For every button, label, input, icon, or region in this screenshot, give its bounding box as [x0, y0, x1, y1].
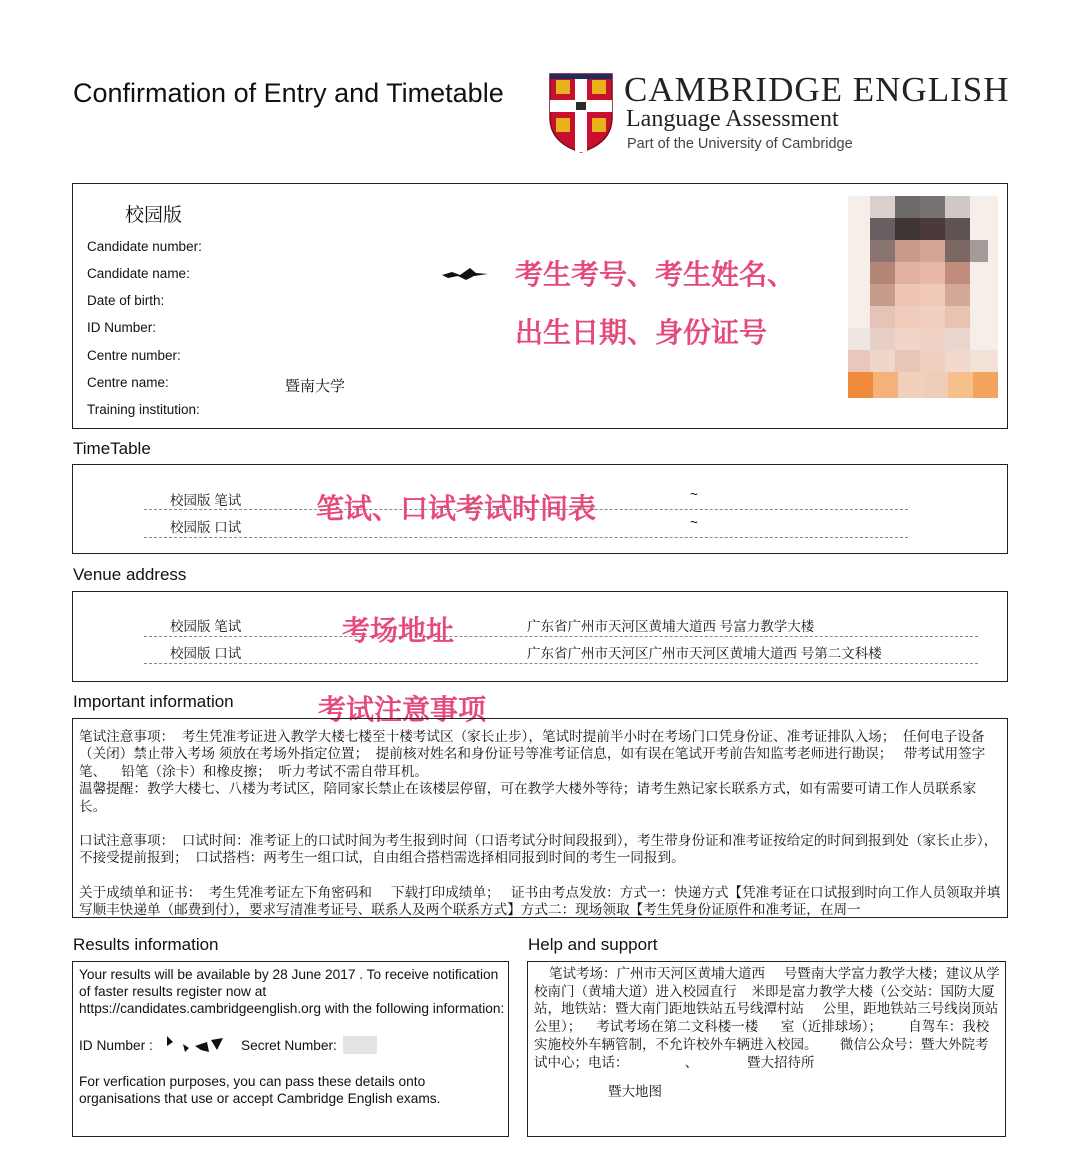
document-title: Confirmation of Entry and Timetable: [73, 78, 504, 108]
redaction-mark: [440, 264, 490, 282]
timetable-row-label: 校园版 笔试: [170, 493, 242, 508]
edition-label: 校园版: [125, 205, 183, 226]
results-footer: For verfication purposes, you can pass these details onto organisations that use or accept Cambridge English exams.: [79, 1074, 441, 1106]
secret-number-label: Secret Number:: [241, 1038, 337, 1053]
important-heading: Important information: [73, 692, 234, 711]
written-exam-notes: 笔试注意事项： 考生凭准考证进入教学大楼七楼至十楼考试区（家长止步），笔试时提前半小时在考场门口凭身份证、准考证排队入场； 任何电子设备（关闭）禁止带入考场 须放在考场外指定位置； 提前核对姓名和身份证号等准考证信息，如有误在笔试开考前告知监考老师进行勘误； 带考试用签字笔、 铅笔（涂卡）和橡皮擦； 听力考试不需自带耳机。: [79, 729, 986, 779]
centre-name-value: 暨南大学: [285, 378, 346, 395]
results-heading: Results information: [73, 935, 219, 954]
help-body: 笔试考场：广州市天河区黄埔大道西 号暨南大学富力教学大楼；建议从学校南门（黄埔大道）进入校园直行 米即是富力教学大楼（公交站：国防大厦站，地铁站：暨大南门距地铁站五号线潭村站 公里，距地铁站三号线岗顶站 公里）； 考试考场在第二文科楼一楼 室（近排球场）； 自驾车：我校实施校外车辆管制，不允许校外车辆进入校园。 微信公众号：暨大外院考试中心；电话： 、 暨大招待所: [534, 966, 1018, 1070]
centre-number-label: Centre number:: [87, 348, 181, 363]
centre-name-label: Centre name:: [87, 375, 169, 390]
id-number-label: ID Number :: [79, 1038, 153, 1053]
annotation-important: 考试注意事项: [318, 693, 487, 726]
candidate-photo-blurred: [848, 196, 998, 398]
timetable-row-label: 校园版 口试: [170, 520, 242, 535]
date-of-birth-label: Date of birth:: [87, 293, 165, 308]
annotation-candidate-line2: 出生日期、身份证号: [515, 316, 768, 349]
cambridge-crest-logo: [548, 72, 614, 154]
row-divider: [144, 537, 908, 538]
candidate-name-label: Candidate name:: [87, 266, 190, 281]
redaction-mark: [163, 1032, 233, 1056]
venue-row-address: 广东省广州市天河区黄埔大道西 号富力教学大楼: [527, 619, 815, 634]
row-divider: [144, 636, 978, 637]
important-info-box: [72, 718, 1008, 918]
venue-row-label: 校园版 笔试: [170, 619, 242, 634]
candidate-number-label: Candidate number:: [87, 239, 202, 254]
credentials-line: [79, 1017, 505, 1057]
brand-subtitle: Language Assessment: [626, 106, 839, 132]
annotation-timetable: 笔试、口试考试时间表: [316, 492, 597, 525]
help-box: [527, 961, 1018, 1137]
help-heading: Help and support: [528, 935, 658, 954]
results-box: [72, 961, 509, 1137]
annotation-venue: 考场地址: [342, 614, 455, 647]
timetable-row-time: ~: [690, 487, 698, 502]
campus-map-link[interactable]: 暨大地图: [608, 1084, 662, 1100]
timetable-row-time: ~: [690, 515, 698, 530]
timetable-heading: TimeTable: [73, 439, 151, 458]
id-number-label: ID Number:: [87, 320, 157, 335]
venue-heading: Venue address: [73, 565, 187, 584]
results-certificate-notes: 关于成绩单和证书： 考生凭准考证左下角密码和 下载打印成绩单； 证书由考点发放：方式一：快递方式【凭准考证在口试报到时向工作人员领取并填写顺丰快递单（邮费到付），要求写清准考证号、联系人及两个联系方式】方式二：现场领取【考生凭身份证原件和准考证，在周一: [79, 884, 1001, 918]
row-divider: [144, 663, 978, 664]
training-institution-label: Training institution:: [87, 402, 200, 417]
brand-name: CAMBRIDGE ENGLISH: [624, 70, 1010, 109]
reminder-notes: 温馨提醒：教学大楼七、八楼为考试区，陪同家长禁止在该楼层停留，可在教学大楼外等待；请考生熟记家长联系方式，如有需要可请工作人员联系家长。: [79, 781, 977, 814]
venue-row-label: 校园版 口试: [170, 646, 242, 661]
brand-tagline: Part of the University of Cambridge: [627, 136, 853, 152]
annotation-candidate-line1: 考生考号、考生姓名、: [515, 258, 796, 291]
secret-number-redacted: [343, 1036, 377, 1054]
oral-exam-notes: 口试注意事项： 口试时间：准考证上的口试时间为考生报到时间（口语考试分时间段报到），考生带身份证和准考证按给定的时间到报到处（家长止步），不接受提前报到； 口试搭档：两考生一组口试，自由组合搭档需选择相同报到时间的考生一同报到。: [79, 833, 998, 866]
venue-row-address: 广东省广州市天河区广州市天河区黄埔大道西 号第二文科楼: [527, 646, 882, 661]
results-intro: Your results will be available by 28 June 2017 . To receive notification of faster results register now at https://candidates.cambridgeenglish.org with the following information:: [79, 967, 505, 1016]
